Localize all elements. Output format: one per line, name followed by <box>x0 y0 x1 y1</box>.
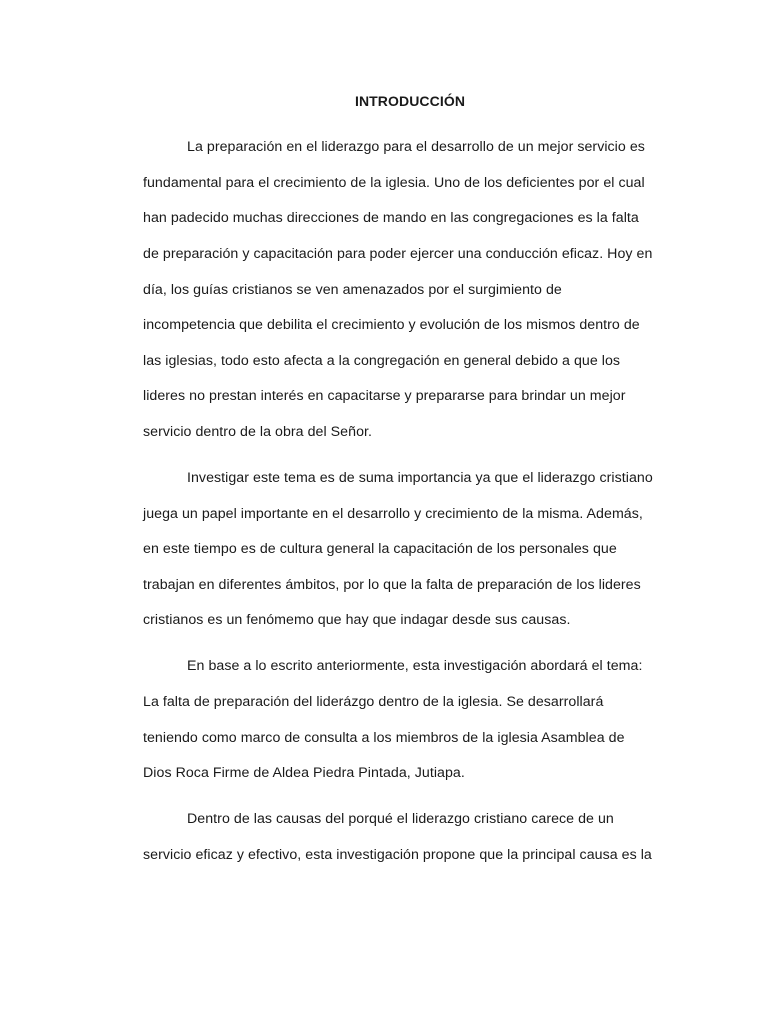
text-line: servicio dentro de la obra del Señor. <box>143 424 372 440</box>
page-title: INTRODUCCIÓN <box>354 93 466 109</box>
text-line: día, los guías cristianos se ven amenazados por el surgimiento de <box>143 282 562 298</box>
text-line: trabajan en diferentes ámbitos, por lo que la falta de preparación de los lideres <box>143 577 641 593</box>
text-line: servicio eficaz y efectivo, esta investigación propone que la principal causa es la <box>143 847 652 863</box>
text-line: Dentro de las causas del porqué el liderazgo cristiano carece de un <box>187 811 614 827</box>
text-line: Dios Roca Firme de Aldea Piedra Pintada, Jutiapa. <box>143 765 465 781</box>
text-line: fundamental para el crecimiento de la iglesia. Uno de los deficientes por el cual <box>143 175 645 191</box>
text-line: lideres no prestan interés en capacitarse y prepararse para brindar un mejor <box>143 388 626 404</box>
text-line: juega un papel importante en el desarrollo y crecimiento de la misma. Además, <box>143 506 643 522</box>
text-line: En base a lo escrito anteriormente, esta investigación abordará el tema: <box>187 658 643 674</box>
text-line: teniendo como marco de consulta a los miembros de la iglesia Asamblea de <box>143 730 625 746</box>
text-line: La falta de preparación del liderázgo dentro de la iglesia. Se desarrollará <box>143 694 604 710</box>
text-line: han padecido muchas direcciones de mando en las congregaciones es la falta <box>143 210 639 226</box>
text-line: cristianos es un fenómemo que hay que indagar desde sus causas. <box>143 612 571 628</box>
text-line: en este tiempo es de cultura general la capacitación de los personales que <box>143 541 617 557</box>
text-line: las iglesias, todo esto afecta a la congregación en general debido a que los <box>143 353 621 369</box>
text-line: La preparación en el liderazgo para el desarrollo de un mejor servicio es <box>187 139 645 155</box>
text-line: Investigar este tema es de suma importancia ya que el liderazgo cristiano <box>187 470 653 486</box>
text-line: de preparación y capacitación para poder ejercer una conducción eficaz. Hoy en <box>143 246 653 262</box>
text-line: incompetencia que debilita el crecimiento y evolución de los mismos dentro de <box>143 317 640 333</box>
